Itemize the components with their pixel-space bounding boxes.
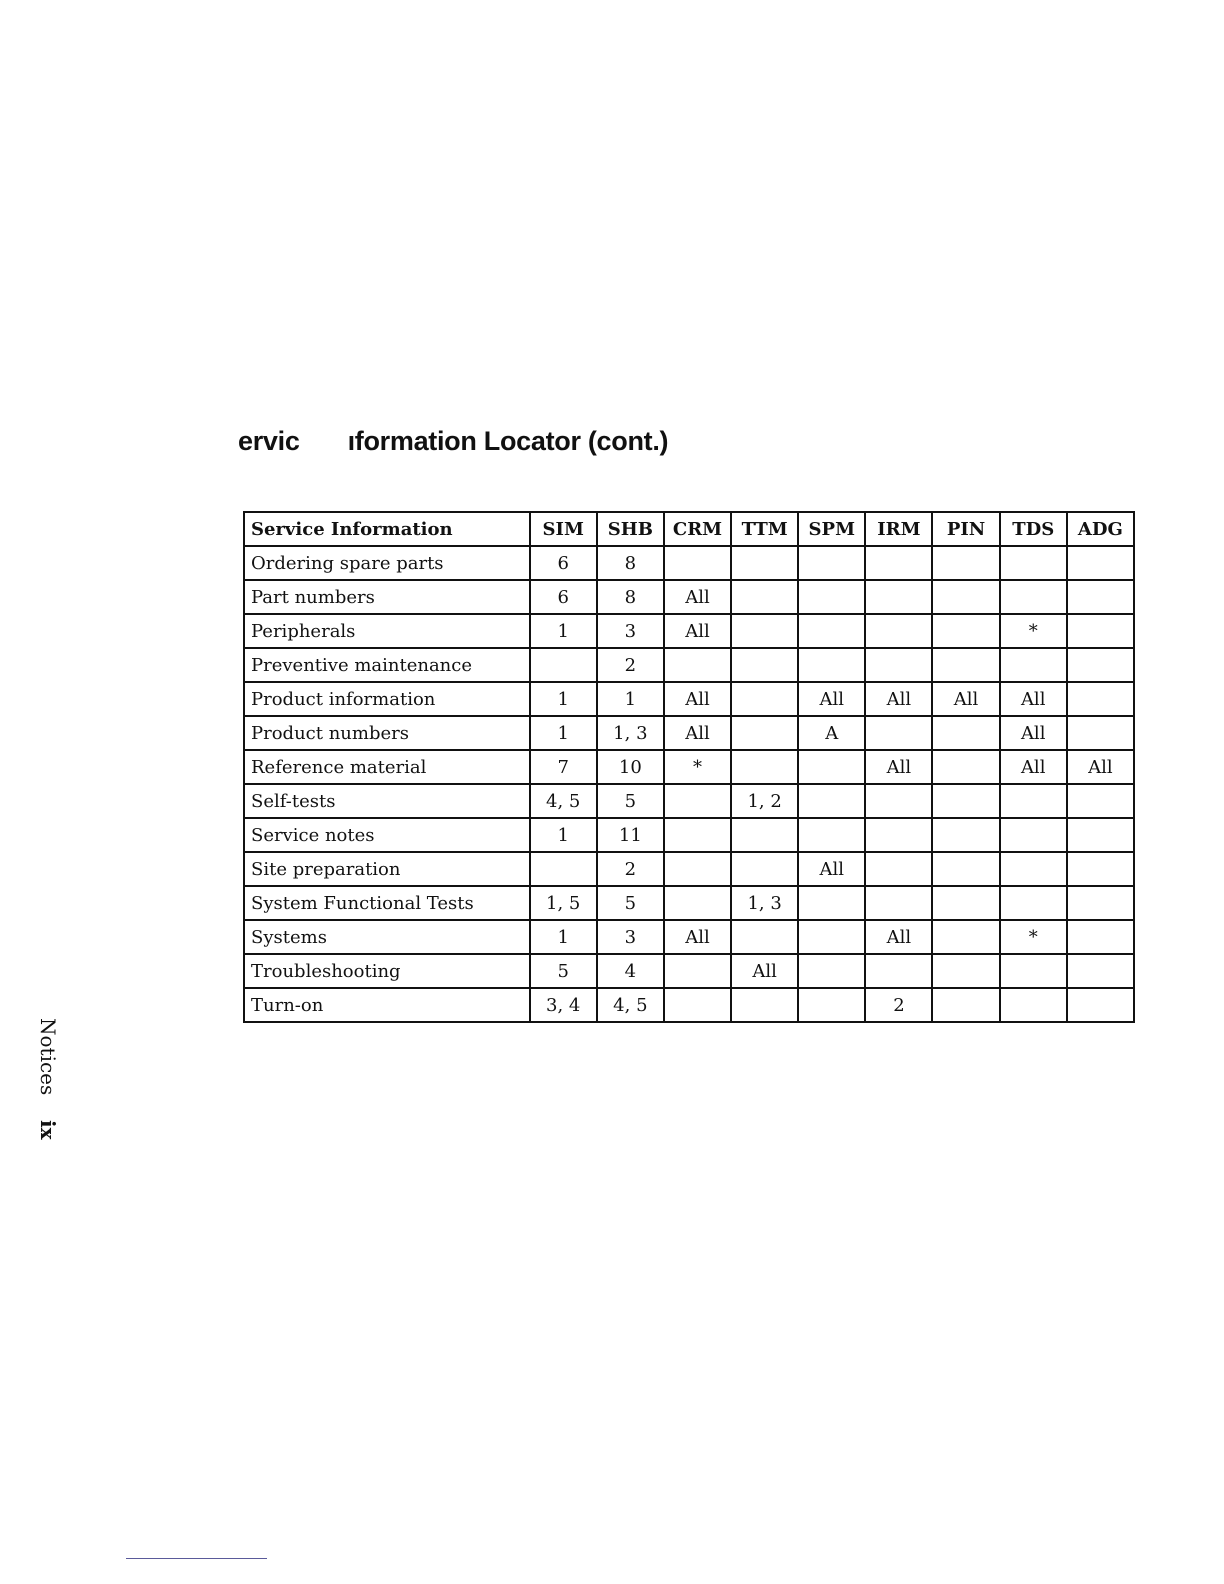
cell-shb: 1, 3 — [597, 716, 664, 750]
cell-shb: 10 — [597, 750, 664, 784]
cell-pin — [932, 954, 999, 988]
cell-crm — [664, 648, 731, 682]
cell-pin — [932, 648, 999, 682]
cell-ttm: All — [731, 954, 798, 988]
cell-ttm — [731, 546, 798, 580]
cell-pin — [932, 886, 999, 920]
service-information-locator-table — [243, 511, 1135, 1023]
cell-crm — [664, 546, 731, 580]
cell-ttm — [731, 818, 798, 852]
page-number: ix — [36, 1119, 60, 1140]
cell-shb: 3 — [597, 614, 664, 648]
cell-pin — [932, 784, 999, 818]
cell-sim: 1, 5 — [530, 886, 597, 920]
header-irm: IRM — [865, 512, 932, 546]
cell-adg — [1067, 682, 1134, 716]
cell-irm — [865, 648, 932, 682]
cell-pin — [932, 988, 999, 1022]
cell-spm — [798, 886, 865, 920]
cell-irm — [865, 886, 932, 920]
cell-shb: 3 — [597, 920, 664, 954]
row-label: Peripherals — [244, 614, 530, 648]
cell-sim: 6 — [530, 580, 597, 614]
cell-sim: 4, 5 — [530, 784, 597, 818]
cell-sim: 1 — [530, 716, 597, 750]
cell-irm: All — [865, 682, 932, 716]
cell-shb: 8 — [597, 580, 664, 614]
cell-shb: 2 — [597, 852, 664, 886]
cell-crm — [664, 886, 731, 920]
cell-adg — [1067, 920, 1134, 954]
cell-sim: 7 — [530, 750, 597, 784]
cell-shb: 4, 5 — [597, 988, 664, 1022]
table-row — [244, 852, 1134, 886]
cell-adg — [1067, 614, 1134, 648]
cell-irm: All — [865, 750, 932, 784]
cell-ttm — [731, 682, 798, 716]
cell-crm: All — [664, 920, 731, 954]
row-label: Product information — [244, 682, 530, 716]
cell-sim: 3, 4 — [530, 988, 597, 1022]
cell-irm — [865, 716, 932, 750]
side-section-label — [36, 1018, 60, 1139]
cell-adg — [1067, 988, 1134, 1022]
cell-pin — [932, 580, 999, 614]
page-title-part-2: ıformation Locator (cont.) — [347, 426, 669, 456]
cell-sim: 1 — [530, 682, 597, 716]
row-label: Reference material — [244, 750, 530, 784]
cell-shb: 5 — [597, 784, 664, 818]
cell-tds — [1000, 580, 1067, 614]
table-row — [244, 546, 1134, 580]
cell-ttm — [731, 920, 798, 954]
row-label: Troubleshooting — [244, 954, 530, 988]
cell-crm — [664, 988, 731, 1022]
cell-pin — [932, 818, 999, 852]
table-row — [244, 580, 1134, 614]
row-label: Service notes — [244, 818, 530, 852]
cell-crm — [664, 852, 731, 886]
cell-sim — [530, 648, 597, 682]
cell-pin — [932, 614, 999, 648]
cell-tds — [1000, 954, 1067, 988]
header-ttm: TTM — [731, 512, 798, 546]
row-label: System Functional Tests — [244, 886, 530, 920]
header-pin: PIN — [932, 512, 999, 546]
row-label: Ordering spare parts — [244, 546, 530, 580]
cell-tds — [1000, 818, 1067, 852]
table-row — [244, 682, 1134, 716]
cell-adg — [1067, 818, 1134, 852]
cell-irm — [865, 818, 932, 852]
cell-irm — [865, 614, 932, 648]
table-row — [244, 750, 1134, 784]
table-row — [244, 648, 1134, 682]
cell-shb: 8 — [597, 546, 664, 580]
cell-spm: A — [798, 716, 865, 750]
cell-spm: All — [798, 682, 865, 716]
cell-pin — [932, 852, 999, 886]
header-spm: SPM — [798, 512, 865, 546]
cell-crm: All — [664, 614, 731, 648]
cell-tds: * — [1000, 614, 1067, 648]
cell-adg — [1067, 886, 1134, 920]
cell-sim — [530, 852, 597, 886]
cell-irm — [865, 546, 932, 580]
cell-tds: All — [1000, 682, 1067, 716]
table-row — [244, 920, 1134, 954]
cell-tds — [1000, 546, 1067, 580]
cell-spm — [798, 818, 865, 852]
cell-spm — [798, 546, 865, 580]
cell-spm — [798, 580, 865, 614]
cell-irm — [865, 852, 932, 886]
cell-irm — [865, 580, 932, 614]
cell-tds: All — [1000, 750, 1067, 784]
cell-irm: 2 — [865, 988, 932, 1022]
cell-ttm — [731, 852, 798, 886]
row-label: Product numbers — [244, 716, 530, 750]
header-shb: SHB — [597, 512, 664, 546]
header-adg: ADG — [1067, 512, 1134, 546]
cell-shb: 2 — [597, 648, 664, 682]
table-row — [244, 988, 1134, 1022]
cell-spm — [798, 954, 865, 988]
cell-irm: All — [865, 920, 932, 954]
table-row — [244, 784, 1134, 818]
cell-irm — [865, 954, 932, 988]
cell-pin — [932, 920, 999, 954]
cell-sim: 1 — [530, 920, 597, 954]
cell-spm — [798, 648, 865, 682]
table-header-row — [244, 512, 1134, 546]
cell-pin — [932, 716, 999, 750]
cell-adg — [1067, 580, 1134, 614]
cell-shb: 4 — [597, 954, 664, 988]
cell-spm — [798, 784, 865, 818]
cell-sim: 6 — [530, 546, 597, 580]
cell-crm — [664, 818, 731, 852]
cell-crm: All — [664, 682, 731, 716]
cell-tds: * — [1000, 920, 1067, 954]
cell-crm — [664, 784, 731, 818]
cell-ttm — [731, 648, 798, 682]
cell-ttm — [731, 716, 798, 750]
cell-ttm: 1, 2 — [731, 784, 798, 818]
cell-adg — [1067, 546, 1134, 580]
header-crm: CRM — [664, 512, 731, 546]
row-label: Turn-on — [244, 988, 530, 1022]
cell-sim: 5 — [530, 954, 597, 988]
cell-spm: All — [798, 852, 865, 886]
section-name: Notices — [36, 1018, 60, 1096]
cell-crm: * — [664, 750, 731, 784]
cell-pin — [932, 546, 999, 580]
cell-spm — [798, 988, 865, 1022]
cell-adg — [1067, 716, 1134, 750]
table-row — [244, 954, 1134, 988]
cell-tds — [1000, 648, 1067, 682]
header-service-information: Service Information — [244, 512, 530, 546]
cell-adg — [1067, 784, 1134, 818]
row-label: Part numbers — [244, 580, 530, 614]
cell-spm — [798, 750, 865, 784]
cell-pin — [932, 750, 999, 784]
cell-crm: All — [664, 716, 731, 750]
cell-pin: All — [932, 682, 999, 716]
table-row — [244, 716, 1134, 750]
cell-tds — [1000, 784, 1067, 818]
header-tds: TDS — [1000, 512, 1067, 546]
row-label: Site preparation — [244, 852, 530, 886]
cell-spm — [798, 920, 865, 954]
cell-adg — [1067, 852, 1134, 886]
footer-rule — [126, 1558, 267, 1559]
cell-shb: 5 — [597, 886, 664, 920]
page-title-part-1: ervic — [238, 426, 300, 456]
cell-crm: All — [664, 580, 731, 614]
row-label: Systems — [244, 920, 530, 954]
cell-tds — [1000, 988, 1067, 1022]
cell-ttm — [731, 750, 798, 784]
page-title — [238, 426, 668, 457]
cell-adg: All — [1067, 750, 1134, 784]
table-row — [244, 818, 1134, 852]
cell-tds — [1000, 852, 1067, 886]
header-sim: SIM — [530, 512, 597, 546]
cell-crm — [664, 954, 731, 988]
table-row — [244, 886, 1134, 920]
cell-ttm: 1, 3 — [731, 886, 798, 920]
cell-tds — [1000, 886, 1067, 920]
cell-adg — [1067, 954, 1134, 988]
cell-tds: All — [1000, 716, 1067, 750]
cell-ttm — [731, 580, 798, 614]
cell-shb: 11 — [597, 818, 664, 852]
row-label: Preventive maintenance — [244, 648, 530, 682]
cell-ttm — [731, 614, 798, 648]
cell-irm — [865, 784, 932, 818]
row-label: Self-tests — [244, 784, 530, 818]
table-row — [244, 614, 1134, 648]
cell-spm — [798, 614, 865, 648]
cell-sim: 1 — [530, 818, 597, 852]
cell-sim: 1 — [530, 614, 597, 648]
cell-ttm — [731, 988, 798, 1022]
cell-adg — [1067, 648, 1134, 682]
cell-shb: 1 — [597, 682, 664, 716]
